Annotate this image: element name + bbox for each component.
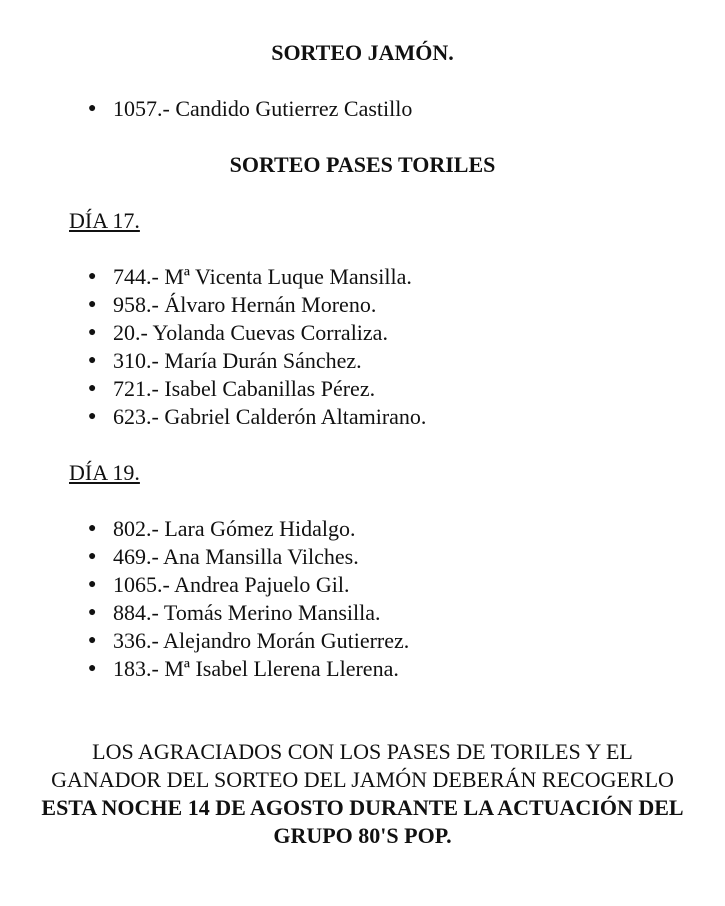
winner-entry: 1065.- Andrea Pajuelo Gil.: [113, 572, 350, 597]
list-item: [0, 347, 426, 375]
bullet-icon: ●: [88, 297, 97, 312]
list-item: [0, 319, 426, 347]
bullet-icon: ●: [88, 381, 97, 396]
bullet-icon: ●: [88, 409, 97, 424]
bullet-icon: ●: [88, 633, 97, 648]
winner-entry: 310.- María Durán Sánchez.: [113, 348, 362, 373]
winner-entry: 721.- Isabel Cabanillas Pérez.: [113, 376, 376, 401]
bullet-icon: ●: [88, 577, 97, 592]
day-17-winner-list: [0, 263, 426, 431]
winner-entry: 1057.- Candido Gutierrez Castillo: [113, 96, 413, 121]
winner-entry: 802.- Lara Gómez Hidalgo.: [113, 516, 356, 541]
list-item: [0, 627, 409, 655]
toriles-title: SORTEO PASES TORILES: [229, 152, 496, 177]
bullet-icon: ●: [88, 549, 97, 564]
jamon-winner-list: [0, 95, 412, 123]
notice-date-emphasis: ESTA NOCHE 14 DE AGOSTO DURANTE LA ACTUACIÓN DEL GRUPO 80'S POP.: [41, 795, 684, 848]
day-19-winner-list: [0, 515, 409, 683]
bullet-icon: ●: [88, 101, 97, 116]
list-item: [0, 263, 426, 291]
winner-entry: 958.- Álvaro Hernán Moreno.: [113, 292, 377, 317]
list-item: [0, 543, 409, 571]
list-item: [0, 599, 409, 627]
bullet-icon: ●: [88, 661, 97, 676]
winner-entry: 336.- Alejandro Morán Gutierrez.: [113, 628, 410, 653]
bullet-icon: ●: [88, 605, 97, 620]
list-item: [0, 515, 409, 543]
list-item: [0, 571, 409, 599]
notice-text: LOS AGRACIADOS CON LOS PASES DE TORILES Y EL GANADOR DEL SORTEO DEL JAMÓN DEBERÁN RECOGERLO: [51, 739, 674, 792]
bullet-icon: ●: [88, 325, 97, 340]
winner-entry: 20.- Yolanda Cuevas Corraliza.: [113, 320, 388, 345]
bullet-icon: ●: [88, 353, 97, 368]
bullet-icon: ●: [88, 521, 97, 536]
winner-entry: 623.- Gabriel Calderón Altamirano.: [113, 404, 427, 429]
winner-entry: 744.- Mª Vicenta Luque Mansilla.: [113, 264, 412, 289]
list-item: [0, 291, 426, 319]
winner-entry: 469.- Ana Mansilla Vilches.: [113, 544, 359, 569]
list-item: [0, 655, 409, 683]
list-item: [0, 95, 412, 123]
jamon-title: SORTEO JAMÓN.: [271, 40, 454, 65]
day-17-label: DÍA 17.: [69, 208, 140, 233]
list-item: [0, 375, 426, 403]
winner-entry: 884.- Tomás Merino Mansilla.: [113, 600, 381, 625]
bullet-icon: ●: [88, 269, 97, 284]
collection-notice: [40, 738, 685, 850]
day-19-label: DÍA 19.: [69, 460, 140, 485]
list-item: [0, 403, 426, 431]
winner-entry: 183.- Mª Isabel Llerena Llerena.: [113, 656, 399, 681]
